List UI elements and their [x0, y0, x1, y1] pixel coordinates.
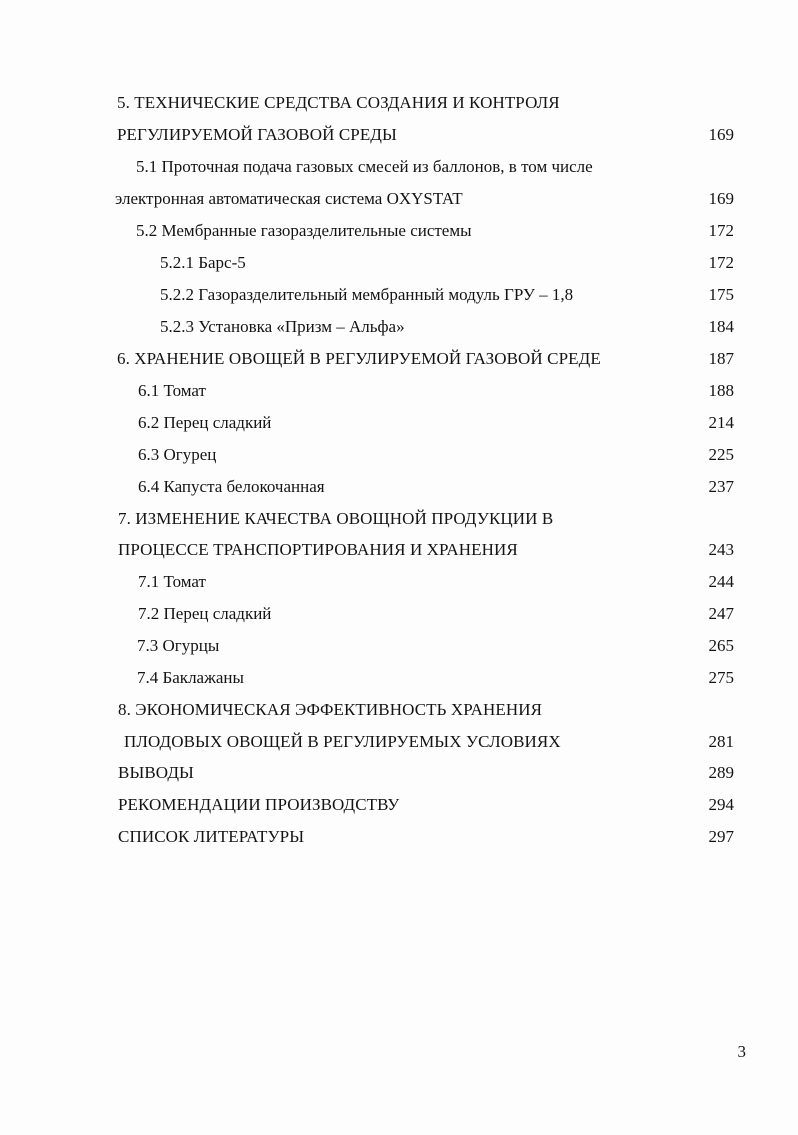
toc-page-number: 184	[708, 317, 734, 336]
toc-page-number: 265	[708, 636, 734, 655]
toc-page-number: 187	[708, 349, 734, 368]
toc-page-number: 169	[708, 125, 734, 144]
toc-entry-text: ПЛОДОВЫХ ОВОЩЕЙ В РЕГУЛИРУЕМЫХ УСЛОВИЯХ	[124, 732, 561, 751]
toc-entry-text: ВЫВОДЫ	[118, 763, 194, 782]
toc-entry-text: 8. ЭКОНОМИЧЕСКАЯ ЭФФЕКТИВНОСТЬ ХРАНЕНИЯ	[118, 700, 543, 719]
toc-page-number: 244	[708, 572, 734, 591]
toc-page-number: 289	[708, 763, 734, 782]
toc-page-number: 281	[708, 732, 734, 751]
toc-page-number: 294	[708, 795, 734, 814]
toc-entry-text: РЕКОМЕНДАЦИИ ПРОИЗВОДСТВУ	[118, 795, 400, 814]
toc-entry-text: 7. ИЗМЕНЕНИЕ КАЧЕСТВА ОВОЩНОЙ ПРОДУКЦИИ В	[118, 509, 554, 528]
toc-entry-text: ПРОЦЕССЕ ТРАНСПОРТИРОВАНИЯ И ХРАНЕНИЯ	[118, 540, 518, 559]
toc-entry-text: 7.2 Перец сладкий	[138, 604, 272, 623]
footer-page-number: 3	[737, 1042, 746, 1061]
toc-entry-text: РЕГУЛИРУЕМОЙ ГАЗОВОЙ СРЕДЫ	[117, 125, 397, 144]
toc-entry-text: 6.3 Огурец	[138, 445, 217, 464]
toc-entry-text: 5.2.3 Установка «Призм – Альфа»	[160, 317, 405, 336]
toc-entry-text: 6.1 Томат	[138, 381, 206, 400]
toc-page-number: 175	[708, 285, 734, 304]
toc-entry-text: 6.2 Перец сладкий	[138, 413, 272, 432]
toc-page-number: 297	[708, 827, 734, 846]
toc-entry-text: 5.2.2 Газоразделительный мембранный модуль ГРУ – 1,8	[160, 285, 574, 304]
toc-entry-text: электронная автоматическая система OXYSTAT	[115, 189, 463, 208]
toc-page-number: 172	[708, 253, 734, 272]
toc-page-number: 225	[708, 445, 734, 464]
toc-page-number: 172	[708, 221, 734, 240]
toc-entry-text: 7.1 Томат	[138, 572, 206, 591]
toc-entry-text: 6. ХРАНЕНИЕ ОВОЩЕЙ В РЕГУЛИРУЕМОЙ ГАЗОВОЙ СРЕДЕ	[117, 349, 601, 368]
toc-page-number: 188	[708, 381, 734, 400]
toc-entry-text: 6.4 Капуста белокочанная	[138, 477, 325, 496]
toc-page-number: 275	[708, 668, 734, 687]
toc-page-number: 237	[708, 477, 734, 496]
toc-entry-text: 5.2 Мембранные газоразделительные системы	[136, 221, 472, 240]
toc-page-number: 243	[708, 540, 734, 559]
toc-entry-text: 5.1 Проточная подача газовых смесей из баллонов, в том числе	[136, 157, 593, 176]
toc-page-number: 214	[708, 413, 734, 432]
toc-entry-text: СПИСОК ЛИТЕРАТУРЫ	[118, 827, 305, 846]
toc-page-number: 169	[708, 189, 734, 208]
toc-entry-text: 5.2.1 Барс-5	[160, 253, 246, 272]
toc-entry-text: 7.4 Баклажаны	[137, 668, 244, 687]
toc-page-number: 247	[708, 604, 734, 623]
toc-entry-text: 7.3 Огурцы	[137, 636, 220, 655]
toc-entry-text: 5. ТЕХНИЧЕСКИЕ СРЕДСТВА СОЗДАНИЯ И КОНТРОЛЯ	[117, 93, 560, 112]
